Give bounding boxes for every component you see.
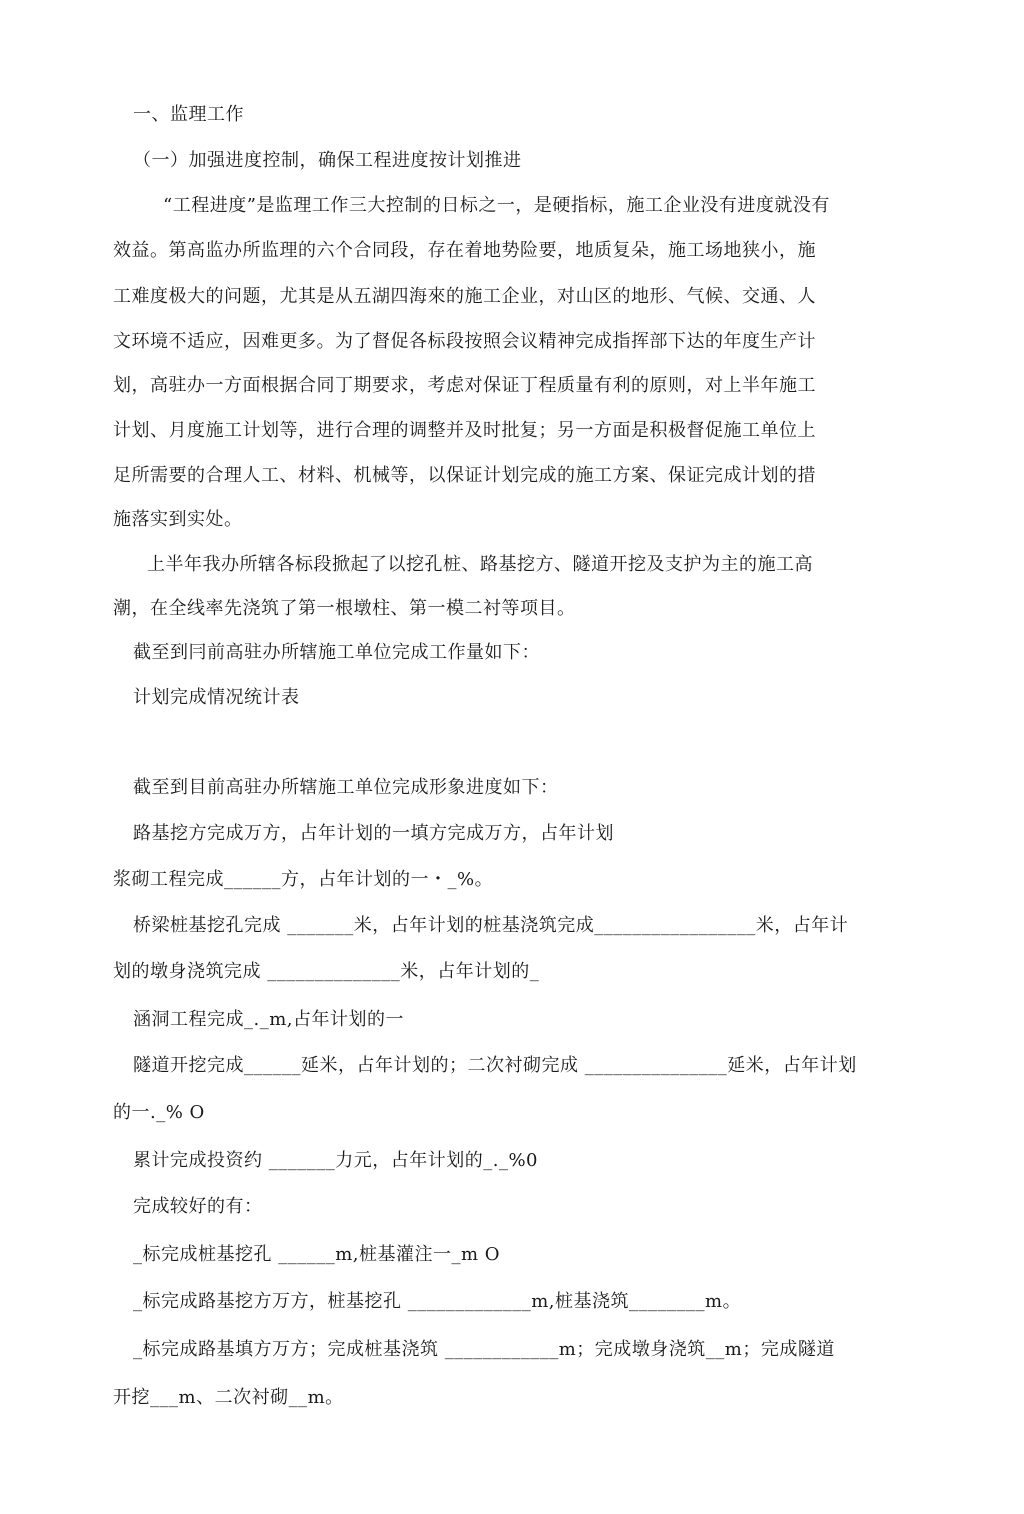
line-section-3-cont: 开挖___m、二次衬砌__m。 (113, 1387, 344, 1408)
line-bridge-piles: 桥梁桩基挖孔完成 _______米，占年计划的桩基浇筑完成_________________米，占年计 (133, 915, 849, 936)
paragraph-progress-line: 施落实到实处。 (113, 509, 243, 530)
line-image-progress-intro: 截至到目前高驻办所辖施工单位完成形象进度如下： (133, 777, 559, 798)
paragraph-progress-line: 计划、月度施工计划等，进行合理的调整并及时批复；另一方面是积极督促施工单位上 (113, 420, 816, 441)
paragraph-first-half-line: 上半年我办所辖各标段掀起了以挖孔桩、路基挖方、隧道开挖及支护为主的施工高 (147, 554, 813, 575)
line-tunnel-cont: 的一._% O (113, 1102, 205, 1123)
paragraph-progress-line: 工难度极大的问题，尤其是从五湖四海來的施工企业，对山区的地形、气候、交通、人 (113, 286, 816, 307)
table-title: 计划完成情况统计表 (133, 687, 300, 708)
paragraph-progress-line: 足所需要的合理人工、材料、机械等，以保证计划完成的施工方案、保证完成计划的措 (113, 465, 816, 486)
paragraph-progress-line: 划，高驻办一方面根据合同丁期要求，考虑对保证丁程质量有利的原则，对上半年施工 (113, 375, 816, 396)
line-bridge-piers: 划的墩身浇筑完成 ______________米，占年计划的_ (113, 961, 540, 982)
line-good-performers: 完成较好的有： (133, 1196, 263, 1217)
paragraph-progress-line: 效益。第高监办所监理的六个合同段，存在着地势险要，地质复朵，施工场地狭小，施 (113, 240, 816, 261)
heading-progress-control: （一）加强进度控制，确保工程进度按计划推进 (133, 150, 522, 171)
paragraph-first-half-line: 潮，在全线率先浇筑了第一根墩柱、第一模二衬等项目。 (113, 598, 576, 619)
line-section-2: _标完成路基挖方万方，桩基挖孔 _____________m,桩基浇筑________m。 (133, 1291, 742, 1312)
heading-supervision-work: 一、监理工作 (133, 104, 244, 125)
line-roadbed: 路基挖方完成万方，占年计划的一填方完成万方，占年计划 (133, 823, 614, 844)
line-tunnel: 隧道开挖完成______延米，占年计划的；二次衬砌完成 _______________延米，占年计划 (133, 1055, 857, 1076)
line-workload-intro: 截至到冃前高驻办所辖施工单位完成工作量如下： (133, 642, 540, 663)
paragraph-progress-line: 文环境不适应，因难更多。为了督促各标段按照会议精神完成指挥部下达的年度生产计 (113, 331, 816, 352)
line-culvert: 涵洞工程完成_._m,占年计划的一 (133, 1009, 405, 1030)
line-masonry: 浆砌工程完成______方，占年计划的一・_%。 (113, 869, 494, 890)
paragraph-progress-line: “工程进度”是监理工作三大控制的日标之一，是硬指标，施工企业没有进度就没有 (163, 195, 830, 216)
line-section-3: _标完成路基填方万方；完成桩基浇筑 ____________m；完成墩身浇筑__m；完成隧道 (133, 1339, 835, 1360)
line-investment: 累计完成投资约 _______力元，占年计划的_._%0 (133, 1150, 538, 1171)
line-section-1: _标完成桩基挖孔 ______m,桩基灌注一_m O (133, 1244, 501, 1265)
